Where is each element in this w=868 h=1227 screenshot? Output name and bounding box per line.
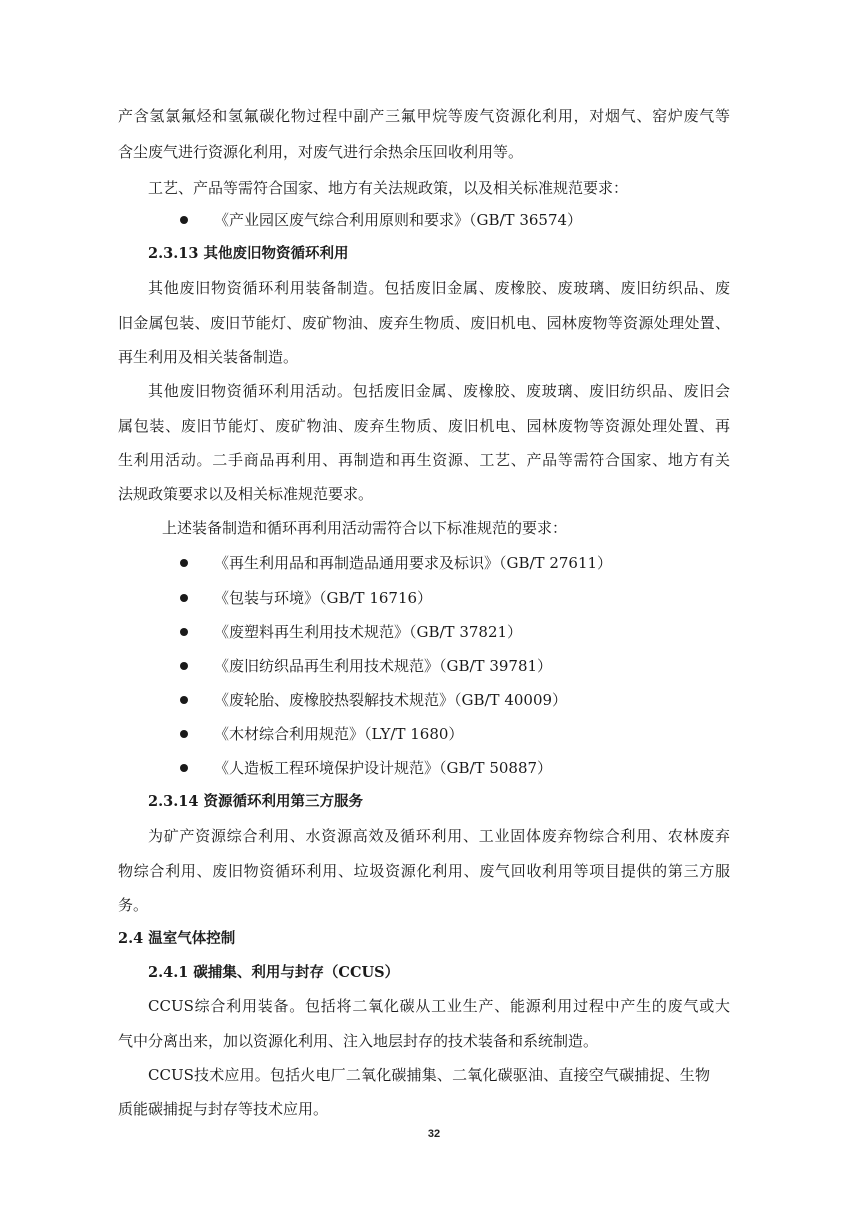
paragraph-line: 务。	[118, 896, 149, 914]
bullet-icon	[180, 216, 188, 224]
paragraph-line: 法规政策要求以及相关标准规范要求。	[118, 485, 374, 503]
standard-text: 《人造板工程环境保护设计规范》（GB/T 50887）	[214, 759, 553, 777]
standard-text: 《废旧纺织品再生利用技术规范》（GB/T 39781）	[214, 657, 553, 675]
paragraph-line: 上述装备制造和循环再利用活动需符合以下标准规范的要求：	[162, 519, 568, 537]
bullet-icon	[180, 730, 188, 738]
paragraph-line: CCUS综合利用装备。包括将二氧化碳从工业生产、能源利用过程中产生的废气或大	[148, 997, 730, 1015]
paragraph-line: 物综合利用、废旧物资循环利用、垃圾资源化利用、废气回收利用等项目提供的第三方服	[118, 862, 730, 880]
paragraph-line: 再生利用及相关装备制造。	[118, 348, 299, 366]
paragraph-line: 生利用活动。二手商品再利用、再制造和再生资源、工艺、产品等需符合国家、地方有关	[118, 451, 730, 469]
standard-text: 《废轮胎、废橡胶热裂解技术规范》（GB/T 40009）	[214, 691, 568, 709]
paragraph-line: 产含氢氯氟烃和氢氟碳化物过程中副产三氟甲烷等废气资源化利用，对烟气、窑炉废气等	[118, 107, 730, 125]
page-number: 32	[427, 1128, 441, 1140]
section-heading: 2.4 温室气体控制	[118, 930, 236, 947]
bullet-icon	[180, 594, 188, 602]
paragraph-line: 工艺、产品等需符合国家、地方有关法规政策，以及相关标准规范要求：	[148, 179, 629, 197]
paragraph-line: 为矿产资源综合利用、水资源高效及循环利用、工业固体废弃物综合利用、农林废弃	[148, 827, 730, 845]
paragraph-line: 属包装、废旧节能灯、废矿物油、废弃生物质、废旧机电、园林废物等资源处理处置、再	[118, 417, 730, 435]
standard-text: 《产业园区废气综合利用原则和要求》（GB/T 36574）	[214, 211, 583, 229]
paragraph-line: CCUS技术应用。包括火电厂二氧化碳捕集、二氧化碳驱油、直接空气碳捕捉、生物	[148, 1066, 710, 1084]
paragraph-line: 其他废旧物资循环利用装备制造。包括废旧金属、废橡胶、废玻璃、废旧纺织品、废	[148, 279, 730, 297]
paragraph-line: 质能碳捕捉与封存等技术应用。	[118, 1100, 329, 1118]
bullet-icon	[180, 628, 188, 636]
paragraph-line: 气中分离出来，加以资源化利用、注入地层封存的技术装备和系统制造。	[118, 1032, 599, 1050]
standard-text: 《木材综合利用规范》（LY/T 1680）	[214, 725, 464, 743]
standard-text: 《废塑料再生利用技术规范》（GB/T 37821）	[214, 623, 523, 641]
bullet-icon	[180, 696, 188, 704]
section-heading: 2.3.14 资源循环利用第三方服务	[148, 793, 363, 810]
section-heading: 2.4.1 碳捕集、利用与封存（CCUS）	[148, 964, 400, 981]
paragraph-line: 其他废旧物资循环利用活动。包括废旧金属、废橡胶、废玻璃、废旧纺织品、废旧会	[148, 382, 730, 400]
standard-text: 《再生利用品和再制造品通用要求及标识》（GB/T 27611）	[214, 554, 613, 572]
section-heading: 2.3.13 其他废旧物资循环利用	[148, 245, 349, 262]
bullet-icon	[180, 662, 188, 670]
bullet-icon	[180, 559, 188, 567]
paragraph-line: 含尘废气进行资源化利用，对废气进行余热余压回收利用等。	[118, 143, 524, 161]
bullet-icon	[180, 764, 188, 772]
standard-text: 《包装与环境》（GB/T 16716）	[214, 589, 433, 607]
paragraph-line: 旧金属包装、废旧节能灯、废矿物油、废弃生物质、废旧机电、园林废物等资源处理处置、	[118, 314, 730, 332]
